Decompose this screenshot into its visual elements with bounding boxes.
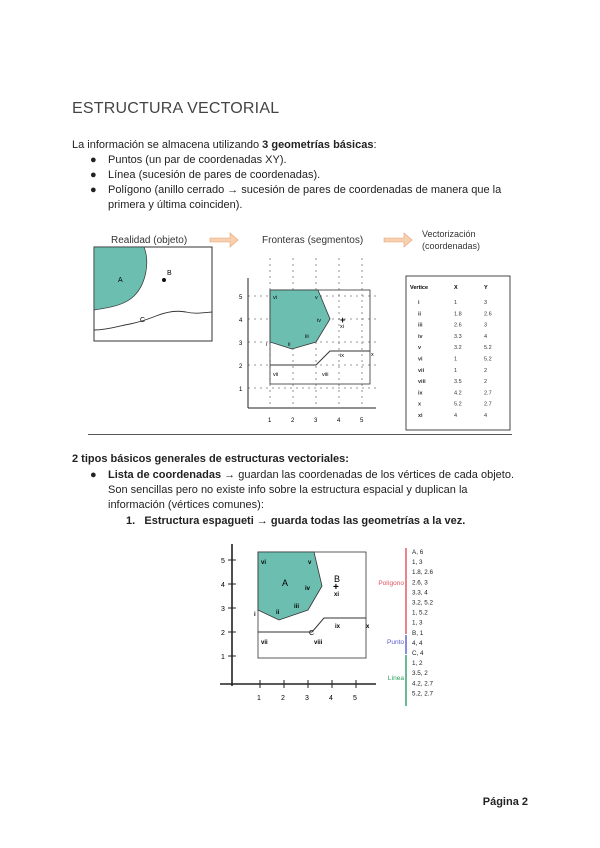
section2-title: 2 tipos básicos generales de estructuras vectoriales:	[72, 453, 349, 465]
vertex-v-label: v	[315, 295, 318, 301]
ytick-5: 5	[221, 558, 225, 565]
table-header: Y	[484, 285, 488, 291]
vertex-v-label: v	[308, 560, 312, 566]
intro-bold: 3 geometrías básicas	[262, 139, 374, 151]
table-cell: 3.3	[454, 333, 462, 340]
table-cell: vi	[418, 356, 423, 363]
lista-line3: información (vértices comunes):	[108, 499, 264, 511]
table-cell: 3	[484, 300, 488, 306]
table-cell: 2.7	[484, 390, 492, 397]
label-b: B	[334, 574, 341, 584]
vertex-vi-label: vi	[273, 295, 277, 301]
obj-c-label: C	[140, 317, 146, 324]
obj-a-label: A	[118, 277, 123, 284]
vertex-ii-label: ii	[276, 610, 280, 616]
table-cell: 2	[484, 379, 488, 386]
group-poligono: Polígono	[378, 580, 404, 587]
list-item: 1, 5.2	[412, 609, 428, 617]
list-item: 1, 3	[412, 619, 423, 627]
list-item: 1, 2	[412, 660, 423, 668]
vertex-xi-label: xi	[340, 324, 344, 330]
vertex-iii-label: iii	[305, 334, 309, 340]
vertex-viii-label: viii	[314, 640, 323, 646]
vertex-x-label: x	[366, 624, 370, 630]
xtick-4: 4	[329, 695, 333, 702]
figure-vectorizacion	[84, 226, 524, 436]
label-vectorizacion: Vectorización	[422, 229, 476, 239]
table-cell: 4	[484, 413, 488, 419]
table-cell: 3.2	[454, 345, 462, 352]
label-a: A	[282, 578, 289, 588]
bullet-poligono	[90, 183, 502, 199]
bullet-dot: ●	[90, 184, 97, 196]
label-coordenadas: (coordenadas)	[422, 241, 481, 251]
list-item: B, 1	[412, 629, 424, 637]
list-item: 5.2, 2.7	[412, 690, 434, 698]
list-item: 2.6, 3	[412, 579, 428, 587]
vertex-ix-label: ix	[335, 624, 341, 630]
table-header: X	[454, 285, 458, 291]
vertex-iv-label: iv	[305, 586, 311, 592]
table-cell: 1	[454, 367, 458, 374]
vertex-iii-label: iii	[294, 604, 300, 610]
table-cell: v	[418, 345, 422, 352]
vertex-x-label: x	[371, 352, 374, 358]
obj-b-label: B	[167, 270, 172, 277]
list-item: 3.2, 5.2	[412, 599, 434, 607]
table-cell: ix	[418, 390, 423, 397]
arrow-right-icon	[210, 233, 238, 247]
vertex-ii-label: ii	[288, 342, 291, 348]
intro-text: La información se almacena utilizando	[72, 139, 263, 151]
table-cell: iv	[418, 333, 423, 340]
ytick-2: 2	[239, 364, 243, 370]
ytick-5: 5	[239, 295, 243, 301]
list-item: 3.3, 4	[412, 589, 428, 597]
bullet-dot: ●	[90, 169, 97, 181]
xtick-1: 1	[268, 418, 272, 424]
table-cell: iii	[418, 322, 423, 329]
ytick-4: 4	[221, 582, 225, 589]
ytick-3: 3	[221, 606, 225, 613]
list-item: C, 4	[412, 650, 424, 657]
xtick-5: 5	[360, 418, 364, 424]
list-item: 4.2, 2.7	[412, 680, 434, 688]
vertex-i-label: i	[254, 612, 256, 618]
object-b-point	[162, 278, 166, 282]
label-fronteras: Fronteras (segmentos)	[262, 235, 364, 246]
list-item: 4, 4	[412, 639, 423, 647]
table-cell: xi	[418, 413, 423, 419]
point-b-marker: +	[333, 582, 339, 593]
table-cell: 1.8	[454, 311, 462, 318]
ytick-1: 1	[239, 387, 243, 393]
fronteras-line	[270, 351, 370, 365]
table-cell: 5.2	[484, 356, 492, 363]
table-cell: 3.5	[454, 379, 462, 386]
bullet-text: Línea (sucesión de pares de coordenadas).	[108, 169, 321, 181]
table-cell: 4	[454, 413, 458, 419]
bullet-text: primera y última coinciden).	[108, 199, 243, 211]
xtick-4: 4	[337, 418, 341, 424]
intro-colon: :	[373, 139, 377, 151]
table-cell: i	[418, 300, 420, 306]
group-punto: Punto	[387, 639, 404, 646]
arrow-right-icon	[384, 233, 412, 247]
ytick-4: 4	[239, 318, 243, 324]
fronteras-polygon	[270, 290, 330, 349]
table-cell: vii	[418, 367, 425, 374]
vertex-vi-label: vi	[261, 560, 267, 566]
point-xi-marker: +	[340, 315, 346, 325]
list-item: A, 6	[412, 549, 424, 556]
bullet-puntos	[90, 153, 287, 169]
numbered-item-1	[126, 514, 465, 530]
vertex-iv-label: iv	[317, 318, 321, 324]
num-label: 1.	[126, 515, 136, 527]
bullet-poligono-cont	[108, 198, 243, 214]
bullet-lista	[90, 468, 515, 484]
table-cell: 2.6	[454, 322, 462, 329]
vertex-ix-label: ix	[340, 353, 344, 359]
vertex-xi-label: xi	[334, 592, 340, 598]
xtick-2: 2	[291, 418, 295, 424]
table-cell: viii	[418, 379, 426, 386]
label-c: C	[309, 630, 315, 637]
table-cell: ii	[418, 311, 422, 318]
vertex-vii-label: vii	[261, 640, 268, 646]
xtick-5: 5	[353, 695, 357, 702]
lista-bold: Lista de coordenadas	[108, 469, 222, 481]
vertex-viii-label: viii	[322, 372, 329, 378]
bullet-text: Puntos (un par de coordenadas XY).	[108, 154, 287, 166]
table-header: Vertice	[410, 285, 429, 291]
table-cell: 2.7	[484, 401, 492, 408]
bullet-dot: ●	[90, 154, 97, 166]
vertex-i-label: i	[266, 342, 268, 348]
num-text: Estructura espagueti → guarda todas las geometrías a la vez.	[144, 515, 466, 527]
coordinate-list	[412, 549, 434, 697]
xtick-3: 3	[305, 695, 309, 702]
figure-espagueti	[200, 540, 450, 710]
table-cell: 3	[484, 322, 488, 329]
table-cell: 5.2	[484, 345, 492, 352]
ytick-3: 3	[239, 341, 243, 347]
lista-text: → guardan las coordenadas de los vértices de cada objeto.	[221, 469, 515, 481]
table-cell: 1	[454, 356, 458, 363]
xtick-2: 2	[281, 695, 285, 702]
group-linea: Línea	[387, 675, 404, 682]
list-item: 1, 3	[412, 559, 423, 567]
lista-line2: Son sencillas pero no existe info sobre la estructura espacial y duplican la	[108, 484, 468, 496]
table-cell: 2.6	[484, 311, 492, 318]
xtick-1: 1	[257, 695, 261, 702]
bullet-dot: ●	[90, 469, 97, 481]
table-cell: 5.2	[454, 401, 462, 408]
vertex-vii-label: vii	[273, 372, 279, 378]
label-realidad: Realidad (objeto)	[111, 235, 188, 246]
table-cell: x	[418, 401, 422, 408]
list-item: 3.5, 2	[412, 670, 428, 678]
bullet-linea	[90, 168, 321, 184]
page-number: Página 2	[482, 796, 528, 808]
intro-paragraph	[72, 138, 377, 154]
espagueti-polygon	[258, 552, 322, 620]
table-cell: 4.2	[454, 390, 462, 397]
table-cell: 1	[454, 300, 458, 306]
page-title: ESTRUCTURA VECTORIAL	[72, 100, 280, 117]
bullet-text: Polígono (anillo cerrado → sucesión de pares de coordenadas de manera que la	[108, 184, 502, 196]
section-divider	[88, 434, 512, 435]
table-cell: 4	[484, 333, 488, 340]
ytick-2: 2	[221, 630, 225, 637]
ytick-1: 1	[221, 654, 225, 661]
table-cell: 2	[484, 367, 488, 374]
xtick-3: 3	[314, 418, 318, 424]
list-item: 1.8, 2.6	[412, 569, 434, 577]
